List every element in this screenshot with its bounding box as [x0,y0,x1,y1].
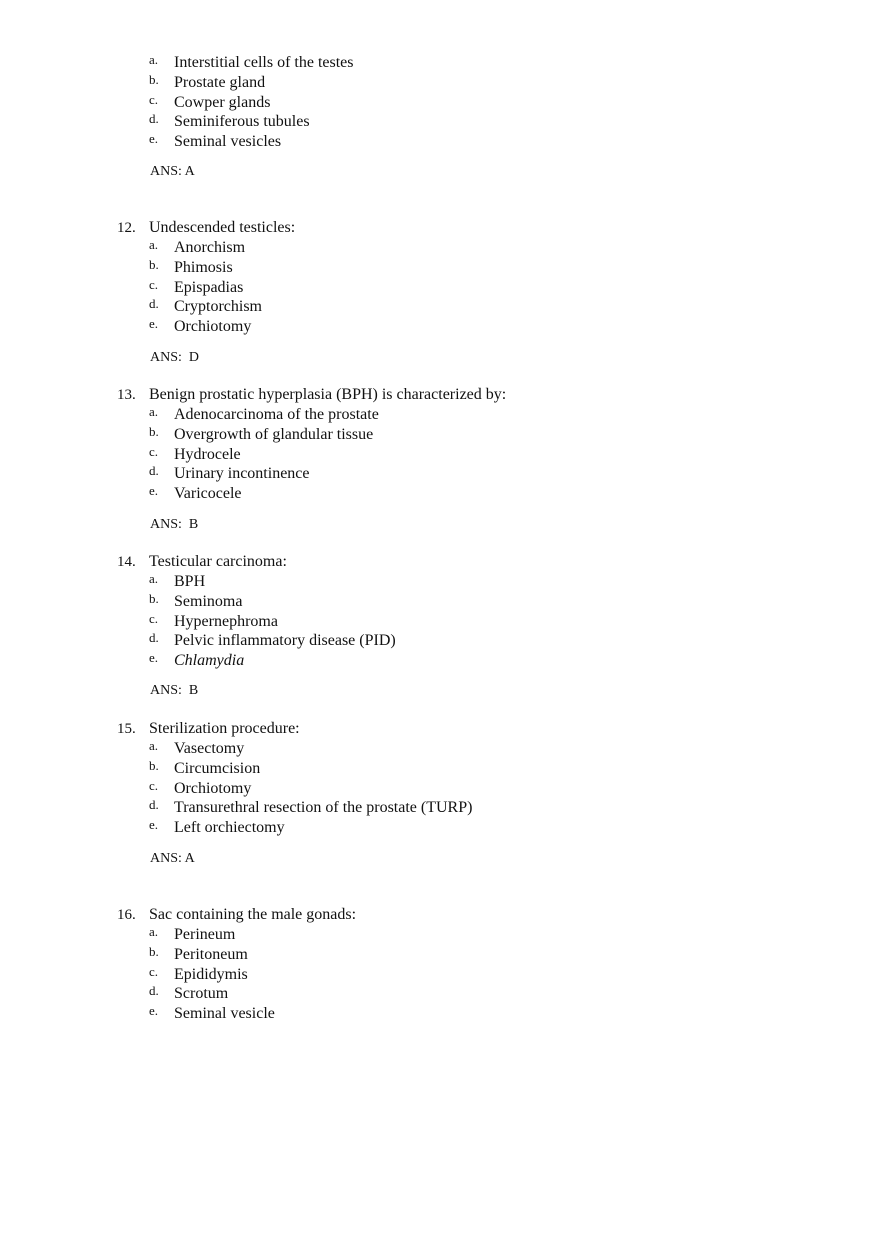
option-c [0,278,880,298]
question-stem [0,905,880,925]
option-text: Cryptorchism [174,298,262,316]
answer-key: ANS: A [150,164,195,179]
option-letter: d. [149,111,159,127]
option-d [0,297,880,317]
option-letter: b. [149,423,159,439]
option-c [0,445,880,465]
question-stem [0,218,880,238]
option-d [0,112,880,132]
answer-key: ANS: D [150,350,200,365]
option-text: Left orchiectomy [174,819,285,837]
option-text: Varicocele [174,485,242,503]
option-text: Orchiotomy [174,318,252,336]
option-c [0,779,880,799]
option-letter: b. [149,943,159,959]
option-letter: e. [149,483,159,499]
option-letter: c. [149,963,159,979]
option-letter: d. [149,983,159,999]
option-letter: d. [149,630,159,646]
question-15-block [0,719,880,838]
option-text: Scrotum [174,985,229,1003]
option-text: Cowper glands [174,93,271,111]
question-text: Benign prostatic hyperplasia (BPH) is characterized by: [149,386,507,403]
option-c [0,612,880,632]
answer-key: ANS: B [150,517,199,532]
option-letter: d. [149,463,159,479]
option-text: Urinary incontinence [174,465,310,483]
question-number: 16. [117,907,136,923]
option-letter: c. [149,443,159,459]
option-letter: d. [149,296,159,312]
option-b [0,945,880,965]
option-d [0,798,880,818]
option-text: Adenocarcinoma of the prostate [174,406,379,423]
option-letter: c. [149,276,159,292]
option-text: Perineum [174,926,236,943]
question-number: 12. [117,220,136,236]
question-16-block [0,905,880,1024]
option-e [0,1004,880,1024]
option-text: BPH [174,573,206,590]
option-b [0,73,880,93]
option-e [0,132,880,152]
option-e [0,484,880,504]
option-letter: a. [149,571,159,586]
option-e [0,317,880,337]
option-letter: b. [149,256,159,272]
question-stem [0,719,880,739]
option-text: Chlamydia [174,652,245,670]
option-letter: a. [149,52,159,67]
question-text: Sac containing the male gonads: [149,906,357,923]
question-13-block [0,385,880,504]
question-11-block [0,53,880,152]
option-text: Seminal vesicles [174,133,282,151]
answer-key: ANS: B [150,683,199,698]
question-text: Testicular carcinoma: [149,553,287,570]
option-text: Transurethral resection of the prostate (TURP) [174,799,473,817]
option-text: Pelvic inflammatory disease (PID) [174,632,396,650]
option-letter: b. [149,757,159,773]
option-text: Seminiferous tubules [174,113,310,131]
option-text: Peritoneum [174,945,248,963]
option-text: Circumcision [174,759,261,777]
question-text: Sterilization procedure: [149,720,300,737]
option-letter: b. [149,71,159,87]
option-text: Interstitial cells of the testes [174,54,354,71]
option-d [0,631,880,651]
option-b [0,592,880,612]
question-stem [0,385,880,405]
question-number: 13. [117,387,136,403]
question-14-block [0,552,880,671]
option-a [0,53,880,73]
option-letter: a. [149,738,159,753]
option-letter: a. [149,924,159,939]
option-text: Prostate gland [174,73,266,91]
question-number: 14. [117,554,136,570]
option-a [0,405,880,425]
option-c [0,965,880,985]
option-letter: c. [149,91,159,107]
question-text: Undescended testicles: [149,219,296,236]
option-e [0,818,880,838]
option-d [0,464,880,484]
option-text: Anorchism [174,239,246,256]
question-number: 15. [117,721,136,737]
option-b [0,759,880,779]
option-letter: e. [149,1003,159,1019]
option-letter: e. [149,131,159,147]
question-stem [0,552,880,572]
option-text: Hydrocele [174,445,241,463]
option-a [0,925,880,945]
option-text: Seminoma [174,592,243,610]
option-letter: d. [149,797,159,813]
option-text: Vasectomy [174,740,245,757]
option-e [0,651,880,671]
option-d [0,984,880,1004]
option-a [0,572,880,592]
answer-key: ANS: A [150,851,195,866]
option-text: Epididymis [174,965,248,983]
option-letter: a. [149,404,159,419]
option-text: Orchiotomy [174,779,252,797]
option-text: Phimosis [174,258,233,276]
option-letter: c. [149,777,159,793]
option-letter: e. [149,817,159,833]
option-letter: c. [149,610,159,626]
option-text: Epispadias [174,278,244,296]
option-b [0,258,880,278]
option-letter: b. [149,590,159,606]
option-a [0,238,880,258]
option-letter: e. [149,316,159,332]
option-text: Hypernephroma [174,612,278,630]
question-12-block [0,218,880,337]
option-text: Seminal vesicle [174,1005,275,1023]
option-a [0,739,880,759]
option-letter: a. [149,237,159,252]
option-b [0,425,880,445]
option-text: Overgrowth of glandular tissue [174,425,374,443]
option-c [0,93,880,113]
option-letter: e. [149,650,159,666]
